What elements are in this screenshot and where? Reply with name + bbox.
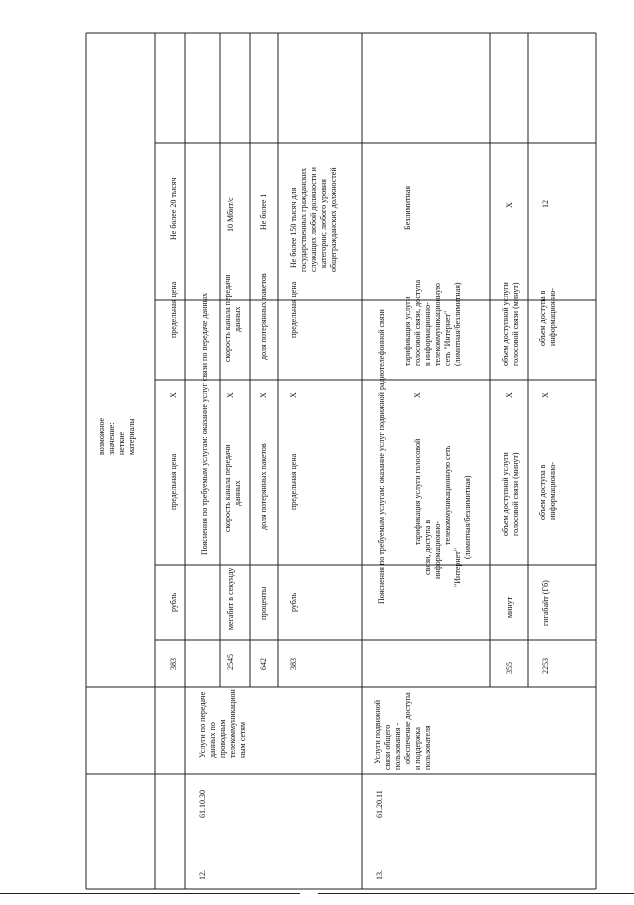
row-12-number: 12. — [198, 870, 207, 880]
row-12-char2-d: предельная цена — [289, 281, 298, 338]
row-13-value-b: X — [505, 202, 514, 208]
row-13-value-c: 12 — [541, 200, 550, 208]
footer-rule-left — [0, 893, 300, 894]
row-12 — [97, 165, 338, 880]
row-13-number: 13. — [375, 870, 384, 880]
row-13-explanation: Пояснения по требуемым услугам: оказание услуг подвижной радиотелефонной связи — [377, 309, 386, 604]
row-13-char-a: тарификация услуги голосовой связи, доступа в информационно- телекоммуникационную сеть "Интернет" (лимитная/безлимитная) — [413, 438, 472, 587]
row-12-x-b: X — [226, 392, 235, 398]
row-12-unit-a: рубль — [169, 592, 178, 612]
row-12-char-b: скорость канала передачи данных — [223, 444, 242, 532]
row-12-code-c: 642 — [259, 658, 268, 670]
row-12-explanation: Пояснения по требуемым услугам: оказание услуг связи по передаче данных — [200, 292, 209, 555]
row-12-value-b: 10 Мбит/с — [226, 197, 235, 232]
row-12-code-d: 383 — [289, 658, 298, 670]
row-12-value-d: Не более 150 тысяч для государственных гражданских служащих любой должности и категории; любого уровня общегражданских должностей — [289, 167, 338, 272]
row-13-char2-b: объем доступной услуги голосовой связи (минут) — [501, 282, 520, 366]
row-12-okpd: 61.10.30 — [198, 790, 207, 818]
row-12-char2-b: скорость канала передачи данных — [223, 274, 242, 362]
row-13-char-c: объем доступа в информационно- — [538, 462, 557, 520]
row-13 — [373, 186, 557, 880]
row-13-x-a: X — [413, 392, 422, 398]
row-12-allowed-header: возможное значение: неткие материалы — [97, 417, 136, 455]
row-12-x-a: X — [169, 392, 178, 398]
row-13-unit-a: минут — [505, 596, 514, 618]
row-12-unit-c: проценты — [259, 586, 268, 620]
row-12-char-a: предельная цена — [169, 453, 178, 510]
row-13-value-a: Безлимитная — [403, 185, 412, 230]
row-13-okpd: 61.20.11 — [375, 790, 384, 818]
row-13-code-a: 355 — [505, 662, 514, 674]
row-12-code-b: 2545 — [226, 654, 235, 670]
row-12-char2-a: предельная цена — [169, 281, 178, 338]
row-13-code-b: 2253 — [541, 658, 550, 674]
row-13-char2-a: тарификация услуги голосовой связи, доступа в информационно- телекоммуникационную сеть "Интернет" (лимитная/безлимитная) — [403, 279, 462, 366]
row-13-name: Услуги подвижной связи общего пользования - обеспечение доступа и поддержка пользователя — [373, 692, 432, 770]
row-12-value-c: Не более 1 — [259, 193, 268, 230]
row-12-x-c: X — [259, 392, 268, 398]
row-12-name: Услуги по передаче данных по проводным телекоммуникацион ным сетям — [198, 689, 247, 758]
row-12-char-c: доля потерянных пакетов — [259, 443, 268, 530]
row-13-char-b: объем доступной услуги голосовой связи (минут) — [501, 452, 520, 536]
row-12-value-a: Не более 20 тысяч — [169, 177, 178, 240]
row-12-code-a: 383 — [169, 658, 178, 670]
row-12-char-d: предельная цена — [289, 453, 298, 510]
row-12-unit-d: рубль — [289, 592, 298, 612]
row-13-unit-b: гигабайт (Гб) — [541, 580, 550, 626]
row-13-char2-c: объем доступа в информационно- — [538, 288, 557, 346]
footer-rule-right — [318, 893, 634, 894]
row-12-x-d: X — [289, 392, 298, 398]
row-13-x-c: X — [541, 392, 550, 398]
row-12-char2-c: доля потерянных пакетов — [259, 273, 268, 360]
row-13-x-b: X — [505, 392, 514, 398]
row-12-unit-b: мегабит в секунду — [226, 567, 235, 630]
